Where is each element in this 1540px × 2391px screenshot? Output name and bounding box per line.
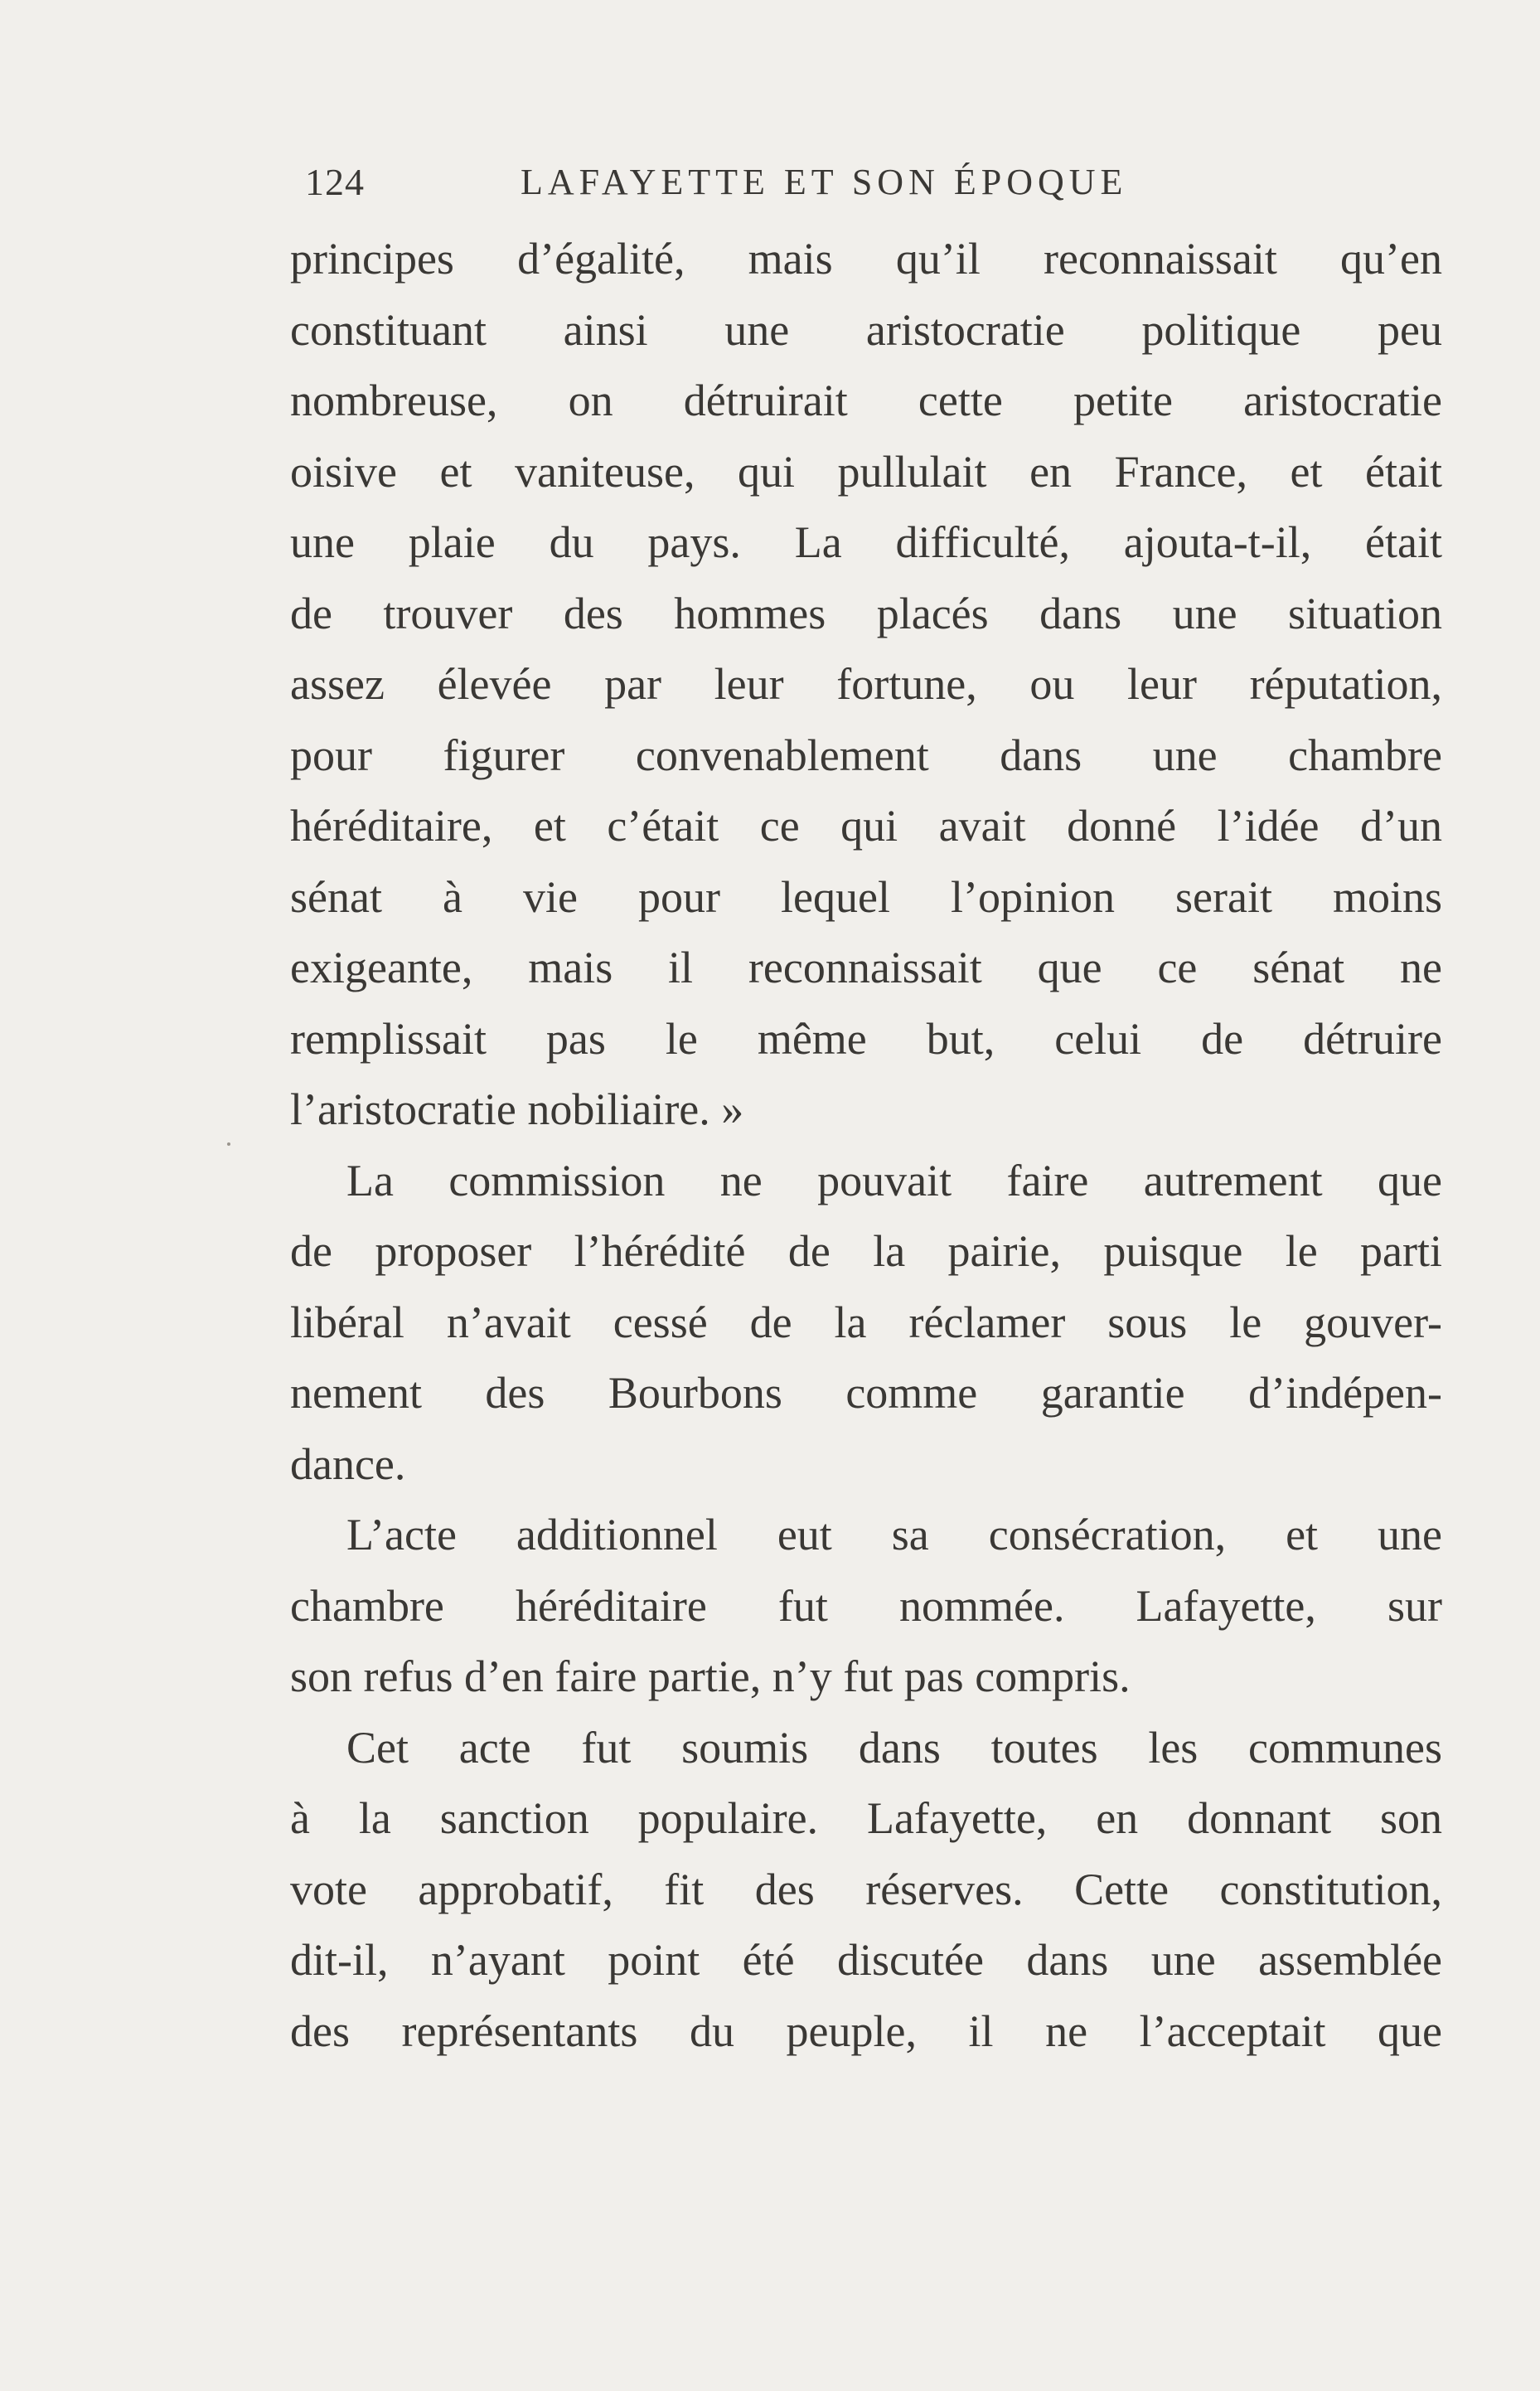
text-line: vote approbatif, fit des réserves. Cette constitution, [290, 1864, 1442, 1914]
text-line: sénat à vie pour lequel l’opinion serait moins [290, 871, 1442, 922]
text-line: son refus d’en faire partie, n’y fut pas compris. [290, 1651, 1131, 1701]
text-line: à la sanction populaire. Lafayette, en donnant son [290, 1793, 1442, 1843]
text-line: principes d’égalité, mais qu’il reconnaissait qu’en [290, 234, 1442, 284]
text-line: exigeante, mais il reconnaissait que ce sénat ne [290, 943, 1442, 992]
text-line: libéral n’avait cessé de la réclamer sous le gouver- [290, 1297, 1442, 1347]
text-line: assez élevée par leur fortune, ou leur réputation, [290, 659, 1442, 709]
text-line: chambre héréditaire fut nommée. Lafayette, sur [290, 1580, 1442, 1631]
text-line: constituant ainsi une aristocratie politique peu [290, 304, 1442, 355]
text-line: Cet acte fut soumis dans toutes les communes [346, 1722, 1442, 1773]
text-line: dit-il, n’ayant point été discutée dans une assemblée [290, 1935, 1442, 1985]
paragraph [290, 224, 1442, 1146]
text-line: oisive et vaniteuse, qui pullulait en France, et était [290, 446, 1442, 497]
running-head [305, 158, 1230, 207]
paragraph [290, 1146, 1442, 1501]
body-text [290, 224, 1442, 2067]
text-line: de trouver des hommes placés dans une situation [290, 588, 1442, 638]
page-number: 124 [305, 161, 365, 203]
text-line: remplissait pas le même but, celui de détruire [290, 1013, 1442, 1064]
paper-speck [227, 1142, 230, 1146]
text-line: nombreuse, on détruirait cette petite aristocratie [290, 376, 1442, 425]
text-line: nement des Bourbons comme garantie d’indépen- [290, 1368, 1442, 1418]
text-line: des représentants du peuple, il ne l’acceptait que [290, 2005, 1442, 2056]
paragraph [290, 1713, 1442, 2068]
text-line: pour figurer convenablement dans une chambre [290, 730, 1442, 780]
text-line: héréditaire, et c’était ce qui avait donné l’idée d’un [290, 801, 1442, 851]
text-line: une plaie du pays. La difficulté, ajouta-t-il, était [290, 517, 1442, 567]
text-line: l’aristocratie nobiliaire. » [290, 1084, 744, 1134]
running-title: LAFAYETTE ET SON ÉPOQUE [521, 162, 1128, 202]
text-line: La commission ne pouvait faire autrement que [346, 1155, 1442, 1205]
paragraph [290, 1500, 1442, 1713]
text-line: L’acte additionnel eut sa consécration, et une [346, 1510, 1442, 1559]
text-line: dance. [290, 1438, 406, 1489]
text-line: de proposer l’hérédité de la pairie, puisque le parti [290, 1226, 1442, 1276]
